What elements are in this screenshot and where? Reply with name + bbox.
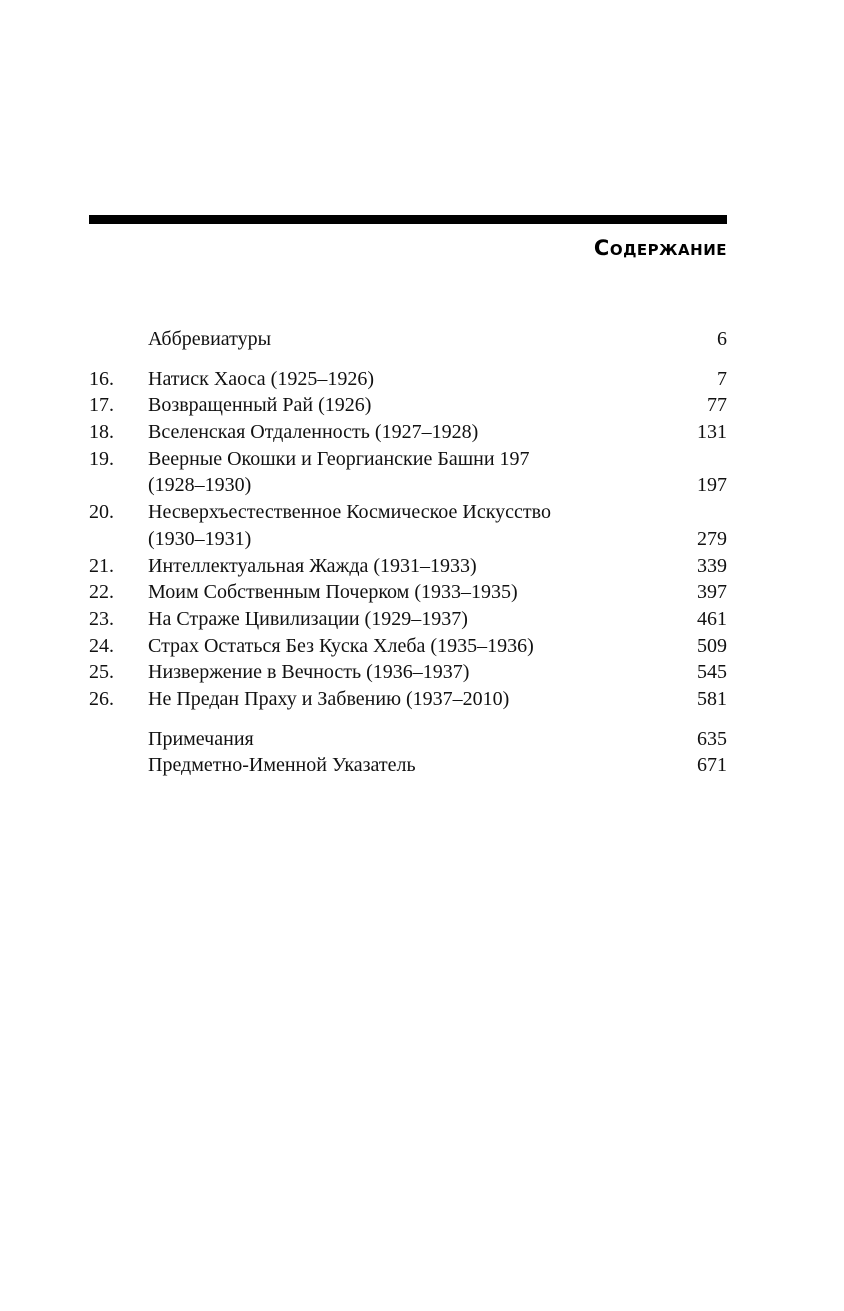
toc-entry[interactable] [89, 659, 727, 686]
toc-entry-number: 23. [89, 607, 114, 630]
toc-entry[interactable] [89, 606, 727, 633]
toc-entry-title: Примечания [148, 727, 254, 750]
toc-entry-page: 131 [697, 421, 727, 444]
toc-entry[interactable] [89, 419, 727, 446]
toc-entry-title: Интеллектуальная Жажда (1931–1933) [148, 554, 477, 577]
toc-entry-page: 77 [707, 394, 727, 417]
toc-entry-page: 461 [697, 607, 727, 630]
toc-entry-title: Веерные Окошки и Георгианские Башни 197 [148, 447, 530, 470]
toc-entry-page: 581 [697, 687, 727, 710]
table-of-contents [89, 326, 727, 779]
toc-entry-continuation[interactable] [89, 472, 727, 499]
toc-entry-number: 17. [89, 394, 114, 417]
toc-entry-number: 26. [89, 687, 114, 710]
toc-entry[interactable] [89, 579, 727, 606]
toc-entry-page: 279 [697, 527, 727, 550]
toc-entry-title: Предметно-Именной Указатель [148, 754, 416, 777]
toc-entry[interactable] [89, 752, 727, 779]
top-rule [89, 215, 727, 224]
toc-entry-page: 671 [697, 754, 727, 777]
toc-entry-page: 397 [697, 581, 727, 604]
toc-entry[interactable] [89, 392, 727, 419]
toc-entry-title: На Страже Цивилизации (1929–1937) [148, 607, 468, 630]
toc-entry-number: 18. [89, 421, 114, 444]
toc-entry[interactable] [89, 553, 727, 580]
toc-entry-title: Возвращенный Рай (1926) [148, 394, 372, 417]
toc-entry-page: 339 [697, 554, 727, 577]
toc-entry-title: Натиск Хаоса (1925–1926) [148, 367, 374, 390]
toc-entry-page: 635 [697, 727, 727, 750]
toc-entry-title: Аббревиатуры [148, 328, 272, 350]
toc-entry-title: Моим Собственным Почерком (1933–1935) [148, 581, 518, 604]
toc-entry-title: Не Предан Праху и Забвению (1937–2010) [148, 687, 510, 710]
toc-entry-number: 24. [89, 634, 114, 657]
toc-entry[interactable] [89, 446, 727, 473]
toc-entry[interactable] [89, 366, 727, 393]
toc-entry-page: 7 [717, 367, 727, 390]
toc-entry-number: 20. [89, 501, 114, 524]
toc-entry[interactable] [89, 326, 727, 353]
toc-entry-title: Несверхъестественное Космическое Искусство [148, 501, 551, 524]
toc-entry-page: 545 [697, 661, 727, 684]
page-title: Содержание [593, 236, 727, 260]
toc-entry-page: 197 [697, 474, 727, 497]
toc-entry[interactable] [89, 633, 727, 660]
toc-entry[interactable] [89, 499, 727, 526]
toc-entry[interactable] [89, 686, 727, 713]
toc-entry-title: (1930–1931) [148, 527, 252, 550]
toc-entry-number: 25. [89, 661, 114, 684]
toc-entry-continuation[interactable] [89, 526, 727, 553]
toc-entry-number: 16. [89, 367, 114, 390]
toc-entry-title: Низвержение в Вечность (1936–1937) [148, 661, 470, 684]
toc-entry[interactable] [89, 726, 727, 753]
toc-entry-number: 21. [89, 554, 114, 577]
toc-entry-number: 19. [89, 447, 114, 470]
toc-entry-page: 6 [717, 328, 727, 350]
toc-entry-page: 509 [697, 634, 727, 657]
toc-entry-number: 22. [89, 581, 114, 604]
toc-entry-title: Вселенская Отдаленность (1927–1928) [148, 421, 479, 444]
toc-entry-title: Страх Остаться Без Куска Хлеба (1935–1936) [148, 634, 534, 657]
toc-entry-title: (1928–1930) [148, 474, 252, 497]
